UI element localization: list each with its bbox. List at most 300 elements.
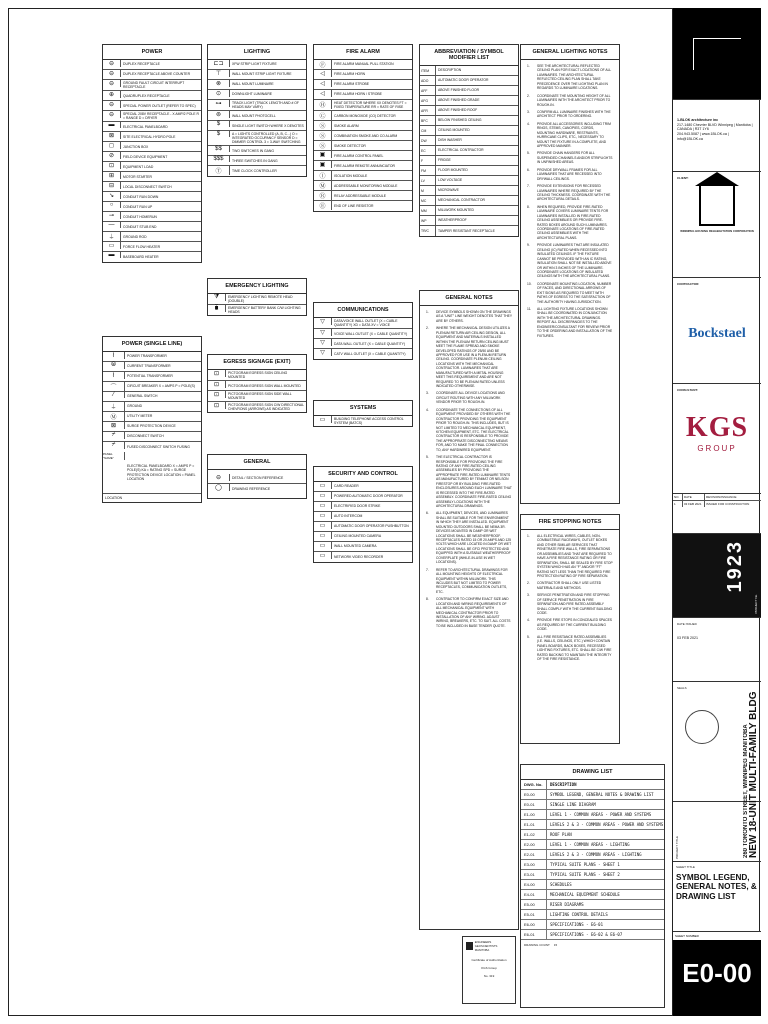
tb-sheet-title	[673, 862, 761, 932]
drawing-title: LEVEL 1 - COMMON AREAS - POWER AND SYSTEMS	[550, 812, 652, 817]
legend-row	[208, 391, 306, 402]
legend-symbol-icon: Ⓢ	[314, 141, 332, 150]
legend-symbol-icon: ◻	[103, 142, 121, 149]
legend-row	[103, 172, 201, 182]
systems-legend	[313, 400, 413, 427]
legend-symbol-icon: ⊕	[103, 91, 121, 98]
legend-row	[314, 191, 412, 201]
legend-description: DRAWING REFERENCE	[232, 486, 271, 491]
note-item	[426, 568, 512, 595]
legend-symbol-icon: ⊖	[208, 474, 230, 481]
note-item	[426, 455, 512, 508]
legend-row	[103, 372, 201, 382]
legend-row	[314, 90, 412, 100]
legend-symbol-icon: ▭	[314, 552, 332, 559]
abbreviation-row	[420, 96, 518, 106]
legend-symbol-icon: ⊖	[103, 80, 121, 87]
rev-row	[673, 501, 761, 507]
legend-symbol-icon: ▽	[314, 318, 332, 325]
note-number: 3.	[527, 593, 530, 598]
legend-description: PICTOGRAM EGRESS SIGN SIDE WALL MOUNTED	[228, 392, 292, 401]
note-text: PROVIDE LUMINAIRES THAT ARE INSULATED CEILING (IC) RATED WHEN RECESSED INTO INSULATED CEILINGS. IF THE FIXTURE CANNOT BE PROVIDED WITH AN IC RATING, INSULATION SHALL NOT BE INSTALLED ABOVE OR WITHIN 3 INCHES OF THE LUMINAIRE. COORDINATE LOCATIONS OF INSULATED CEILINGS WITH THE ARCHITECTURAL PLANS.	[537, 243, 612, 279]
legend-row	[314, 329, 412, 339]
legend-description: DUPLEX RECEPTACLE	[123, 62, 160, 67]
note-item	[527, 581, 613, 590]
note-number: 1.	[426, 310, 429, 314]
abbreviation-code: ITEM	[420, 66, 436, 75]
general-symbols-title: GENERAL	[208, 455, 306, 470]
abbreviation-code: AFF	[420, 86, 436, 95]
drawing-title: SPECIFICATIONS - E6-01	[550, 922, 603, 927]
legend-row	[103, 70, 201, 80]
drawing-title: LEVELS 2 & 3 - COMMON AREAS - LIGHTING	[550, 852, 642, 857]
legend-description: SMOKE ALARM	[334, 123, 359, 128]
legend-symbol-icon: ▬	[103, 252, 121, 258]
legend-row	[103, 232, 201, 242]
note-number: 8.	[426, 597, 429, 602]
legend-description: JUNCTION BOX	[123, 144, 149, 149]
legend-symbol-icon: ◁	[314, 70, 332, 77]
legend-description: EQUIPMENT LOAD	[123, 164, 154, 169]
note-number: 9.	[527, 243, 530, 248]
egress-signage-legend	[207, 354, 307, 413]
tb-architect	[673, 100, 761, 172]
legend-symbol-icon: ⊠	[103, 422, 125, 429]
note-item	[527, 151, 613, 164]
legend-symbol-icon: Ⓕ	[314, 60, 332, 69]
legend-symbol-icon: ▭	[314, 502, 332, 509]
note-item	[527, 110, 613, 119]
legend-symbol-icon: ⊡	[103, 162, 121, 169]
legend-symbol-icon: Ⓔ	[314, 201, 332, 210]
drawing-list-header	[521, 780, 664, 790]
abbreviation-description: ABOVE FINISHED FLOOR	[438, 88, 480, 93]
drawing-list-col-no: DWG. No.	[521, 780, 547, 789]
legend-description: AUTO INTERCOM	[334, 514, 363, 519]
legend-symbol-icon: ⊞	[103, 172, 121, 179]
note-text: SERVICE PENETRATION AND FIRE STOPPING OF SERVICE PENETRATION IN FIRE SEPARATION AND FIRE RATED ASSEMBLY SHALL COMPLY WITH THE CURRENT BUILDING CODE.	[537, 593, 613, 615]
note-number: 1.	[527, 534, 530, 538]
contractor-name: Bockstael	[688, 326, 746, 341]
rev-header-date: DATE	[683, 494, 705, 500]
legend-description: RELAY ADDRESSABLE MODULE	[334, 193, 387, 198]
project-no: 1923	[724, 540, 746, 593]
legend-description: POTENTIAL TRANSFORMER	[127, 374, 173, 379]
legend-row	[314, 111, 412, 121]
legend-row	[103, 152, 201, 162]
abbreviation-row	[420, 126, 518, 136]
drawing-title: TYPICAL SUITE PLANS - SHEET 1	[550, 862, 620, 867]
legend-description: DISCONNECT SWITCH	[127, 434, 164, 439]
abbreviation-description: FRIDGE	[438, 158, 451, 163]
lighting-title: LIGHTING	[208, 45, 306, 60]
legend-row	[314, 532, 412, 542]
legend-row	[314, 492, 412, 502]
legend-symbol-icon: ▽	[314, 339, 332, 346]
legend-symbol-icon: ⊖	[103, 101, 121, 108]
note-text: ALL FIRE RESISTANCE RATED ASSEMBLIES (I.E. WALLS, CEILINGS, ETC.) WHICH CONTAIN PANEL BOARDS, BACK BOXES, RECESSED LIGHTING FIXTURES, ETC. SHALL BE C/W FIRE RATED BACKING TO MAINTAIN THE INTEGRITY OF THE FIRE RESISTANCE.	[537, 634, 612, 661]
legend-row	[103, 422, 201, 432]
project-title-vertical	[691, 568, 759, 858]
legend-description: DATA/VOICE WALL OUTLET (X = CABLE QUANTITY) XD = DATA XV = VOICE	[334, 319, 398, 328]
legend-symbol-icon: ⊖	[103, 70, 121, 77]
general-lighting-notes	[520, 44, 620, 504]
general-lighting-notes-title: GENERAL LIGHTING NOTES	[521, 45, 619, 60]
legend-description: FIRE ALARM MANUAL PULL STATION	[334, 62, 394, 67]
legend-symbol-icon: ⊘	[103, 152, 121, 159]
legend-row	[314, 318, 412, 329]
legend-description: DOWNLIGHT LUMINAIRE	[232, 92, 273, 97]
legend-description: FIRE ALARM CONTROL PANEL	[334, 153, 384, 158]
architect-logo-icon	[693, 38, 741, 70]
abbreviation-code: DW	[420, 136, 436, 145]
legend-symbol-icon: ▭	[314, 542, 332, 549]
architect-address: 217-1480 Chevrier BLVD Winnipeg | Manitoba | CANADA | R3T 1Y6	[677, 122, 753, 132]
lighting-legend	[207, 44, 307, 177]
legend-symbol-icon: Ⓘ	[314, 171, 332, 180]
note-text: COORDINATE MOUNTING LOCATION, NUMBER OF FACES, AND DIRECTIONAL ARROWS OF EXIT SIGNS AS REQUIRED TO MEET WITH PATHS OF EGRESS TO THE SATISFACTION OF THE AUTHORITY HAVING JURISDICTION.	[537, 281, 612, 304]
legend-description: TWO SWITCHES IN GANG	[232, 148, 275, 153]
rev-header-no: NO.	[673, 494, 683, 500]
drawing-list-row	[521, 880, 664, 890]
contractor-label: CONTRACTOR:	[677, 282, 700, 286]
abbreviation-row	[420, 106, 518, 116]
drawing-list-row	[521, 860, 664, 870]
seal-cert: Certificate of Authorization	[471, 958, 507, 962]
legend-row	[103, 202, 201, 212]
abbreviation-description: DISH WASHER	[438, 138, 462, 143]
legend-row	[208, 111, 306, 121]
legend-row	[314, 171, 412, 181]
legend-row	[103, 192, 201, 202]
legend-row	[103, 362, 201, 372]
abbreviation-description: MILLWORK MOUNTED	[438, 208, 474, 213]
drawing-number: E6-01	[521, 930, 547, 939]
legend-row	[208, 156, 306, 166]
legend-row	[103, 111, 201, 122]
legend-description: FORCE FLOW HEATER	[123, 244, 161, 249]
legend-symbol-icon: ⊡	[208, 402, 226, 409]
abbreviation-code: FM	[420, 166, 436, 175]
legend-description: END OF LINE RESISTOR	[334, 204, 374, 209]
legend-symbol-icon: ⁄	[103, 392, 125, 398]
power-single-line-title: POWER (SINGLE LINE)	[103, 337, 201, 352]
abbreviation-description: MICROWAVE	[438, 188, 459, 193]
drawing-title: SINGLE LINE DIAGRAM	[550, 802, 596, 807]
legend-description: AUTOMATIC DOOR OPERATOR PUSHBUTTON	[334, 524, 409, 529]
legend-symbol-icon: ▭	[314, 492, 332, 499]
seal-company: ENGINEERS GEOSCIENTISTS MANITOBA	[474, 940, 498, 952]
legend-row	[103, 142, 201, 152]
note-number: 7.	[527, 184, 530, 189]
legend-symbol-icon: ⦾	[103, 362, 125, 369]
legend-row	[314, 100, 412, 111]
legend-symbol-icon: Ⓜ	[314, 181, 332, 190]
note-item	[527, 168, 613, 181]
drawing-number: E3-00	[521, 860, 547, 869]
abbreviation-row	[420, 176, 518, 186]
drawing-list-row	[521, 910, 664, 920]
drawing-list-row	[521, 870, 664, 880]
legend-row	[314, 339, 412, 349]
tb-contractor	[673, 278, 761, 384]
drawing-list-row	[521, 900, 664, 910]
legend-symbol-icon: ▭	[314, 532, 332, 539]
legend-description: CEILING MOUNTED CAMERA	[334, 534, 382, 539]
legend-description: PICTOGRAM EGRESS SIGN C/W DIRECTIONAL CHEVRONS (ARROWS) AS INDICATED	[228, 403, 304, 412]
tb-sheet-number	[673, 932, 761, 1016]
legend-description: GENERAL SWITCH	[127, 394, 158, 399]
note-text: CONFIRM ALL LUMINAIRE FINISHES WITH THE ARCHITECT PRIOR TO ORDERING.	[537, 109, 611, 119]
note-number: 6.	[426, 511, 429, 516]
security-title: SECURITY AND CONTROL	[314, 467, 412, 482]
systems-title: SYSTEMS	[314, 401, 412, 416]
note-text: PROVIDE CHAIN HANGERS FOR ALL SUSPENDED CHANNELS AND/OR STRIPLIGHTS IN UNFINISHED AREAS.	[537, 151, 613, 165]
note-number: 3.	[426, 391, 429, 396]
abbreviation-code: LV	[420, 176, 436, 185]
drawing-title: SPECIFICATIONS - E6-02 & E6-07	[550, 932, 623, 937]
legend-description: ELECTRIFIED DOOR STRIKE	[334, 504, 381, 509]
legend-description: FIRE ALARM HORN / STROBE	[334, 92, 382, 97]
legend-symbol-icon: ⌇	[103, 372, 125, 379]
note-item	[527, 94, 613, 107]
legend-description: SITE ELECTRICAL HYDRO POLE	[123, 134, 176, 139]
abbreviation-row	[420, 166, 518, 176]
abbreviation-code: EC	[420, 146, 436, 155]
legend-description: EMERGENCY LIGHTING REMOTE HEAD (DOUBLE)	[228, 295, 293, 304]
note-item	[527, 635, 613, 662]
legend-row	[314, 542, 412, 552]
legend-description: PICTOGRAM EGRESS SIGN WALL MOUNTED	[228, 383, 301, 388]
legend-symbol-icon: ▭	[103, 242, 121, 249]
project-title-label: PROJECT TITLE	[675, 836, 679, 859]
communications-legend	[313, 302, 413, 360]
legend-description: COMBINATION SMOKE AND CO ALARM	[334, 133, 398, 138]
seals-label: SEALS	[677, 686, 687, 690]
legend-symbol-icon: ⌇	[103, 352, 125, 359]
drawing-count-value: 15	[553, 943, 558, 947]
legend-row	[208, 294, 306, 305]
legend-description: GROUND	[127, 404, 143, 409]
abbreviation-code: ADO	[420, 76, 436, 85]
legend-description: XFW STRIP LIGHT FIXTURE	[232, 62, 277, 67]
emergency-lighting-legend	[207, 278, 307, 316]
sheet-number-label: SHEET NUMBER	[673, 932, 761, 940]
legend-row	[208, 60, 306, 70]
abbreviation-description: TAMPER RESISTANT RECEPTACLE	[438, 228, 495, 233]
legend-description: VOICE WALL OUTLET (X = CABLE QUANTITY)	[334, 331, 408, 336]
abbreviation-code: AFR	[420, 106, 436, 115]
legend-row	[208, 70, 306, 80]
power-legend	[102, 44, 202, 263]
legend-description: CATV WALL OUTLET (X = CABLE QUANTITY)	[334, 352, 406, 357]
note-number: 4.	[527, 121, 530, 126]
note-number: 2.	[527, 581, 530, 586]
abbreviation-description: ABOVE FINISHED ROOF	[438, 108, 478, 113]
legend-description: FIRE ALARM REMOTE ANNUNCIATOR	[334, 163, 395, 168]
legend-symbol-icon: ⧯	[208, 305, 226, 312]
drawing-title: LEVEL 1 - COMMON AREAS - LIGHTING	[550, 842, 630, 847]
legend-row	[314, 522, 412, 532]
abbreviation-row	[420, 196, 518, 206]
general-symbols-legend	[207, 454, 307, 499]
legend-symbol-icon: —	[103, 222, 121, 228]
note-item	[426, 597, 512, 628]
abbreviation-row	[420, 66, 518, 76]
emergency-lighting-title: EMERGENCY LIGHTING	[208, 279, 306, 294]
legend-description: NETWORK VIDEO RECORDER	[334, 554, 384, 559]
drawing-title: ROOF PLAN	[550, 832, 572, 837]
drawing-number: E1-00	[521, 810, 547, 819]
abbreviation-row	[420, 186, 518, 196]
legend-row	[208, 381, 306, 391]
abbreviation-description: LOW VOLTAGE	[438, 178, 463, 183]
power-title: POWER	[103, 45, 201, 60]
legend-symbol-icon: ⌒	[103, 382, 125, 391]
tb-consultant	[673, 384, 761, 494]
panel-label: PANEL "NAME"	[103, 452, 114, 460]
legend-symbol-icon: ⊗	[208, 80, 230, 87]
legend-description: DUPLEX RECEPTACLE ABOVE COUNTER	[123, 72, 191, 77]
panel-symbol	[103, 452, 125, 460]
seal-firm: KGS Group	[481, 966, 497, 970]
tb-revisions	[673, 494, 761, 534]
legend-row	[103, 402, 201, 412]
note-number: 8.	[527, 204, 530, 209]
legend-row	[208, 80, 306, 90]
note-number: 2.	[426, 326, 429, 331]
legend-symbol-icon: $$$	[208, 156, 230, 162]
legend-row	[314, 201, 412, 211]
legend-symbol-icon: ⊖	[103, 60, 121, 67]
note-text: ALL ELECTRICAL WIRES, CABLES, NON-COMBUSTIBLE RACEWAYS, OUTLET BOXES AND OTHER SIMILAR SERVICES THAT PENETRATE FIRE WALLS, FIRE SEPARATIONS OR ASSEMBLIES AND THAT ARE REQUIRED TO HAVE A FIRE RESISTANCE RATING OR FIRE SEPARATION, SHALL BE SEALED BY FIRE STOP SYSTEM WHICH HAS AN "F" AND/OR "FT" RATING NOT LESS THAN THE REQUIRED FIRE PROTECTION RATING OF FIRE SEPARATION.	[537, 534, 613, 578]
legend-description: BASEBOARD HEATER	[123, 255, 159, 260]
legend-description: POWER TRANSFORMER	[127, 354, 167, 359]
architect-name: 1-BLOK architecture inc	[677, 118, 719, 122]
note-text: THE ELECTRICAL CONTRACTOR IS RESPONSIBLE FOR PROVIDING THE FIRE RATING OF ANY FIRE-RATED CEILING ASSEMBLIES BY PROVIDING THE APPROPRIATE FIRE-RATED LUMINAIRE TENTS AS MANUFACTURED BY TENMAT OR NELSON FIRESTOP OR BY BUILDING FIRE-RATED ENCLOSURES AROUND EACH LUMINAIRE THAT IS RECESSED INTO THE FIRE-RATED ASSEMBLY. COORDINATE FIRE-RATED CEILING ASSEMBLY LOCATIONS WITH THE ARCHITECTURAL DRAWINGS.	[436, 455, 512, 508]
note-item	[527, 64, 613, 91]
legend-description: WALL MOUNT STRIP LIGHT FIXTURE	[232, 72, 292, 77]
note-item	[426, 391, 512, 404]
legend-description: ADDRESSABLE MONITORING MODULE	[334, 183, 398, 188]
note-number: 1.	[527, 64, 530, 68]
legend-symbol-icon: ⏚	[103, 232, 121, 241]
legend-description: DATA WALL OUTLET (X = CABLE QUANTITY)	[334, 341, 406, 346]
note-number: 3.	[527, 109, 530, 114]
legend-row	[103, 222, 201, 232]
abbreviation-code: MM	[420, 206, 436, 215]
legend-symbol-icon: ▣	[314, 151, 332, 158]
legend-symbol-icon: ▭	[314, 416, 332, 423]
legend-description: ELECTRICAL PANELBOARD	[123, 124, 168, 129]
drawing-list-row	[521, 790, 664, 800]
legend-description: QUADRUPLEX RECEPTACLE	[123, 93, 170, 98]
legend-row	[314, 131, 412, 141]
note-text: WHEN REQUIRED, PROVIDE FIRE-RATED LUMINAIRE COVERS LUMINAIRE TENTS FOR LUMINAIRES INSTALLED IN FIRE-RATED CEILING ASSEMBLIES OR PROVIDE FIRE-RATED BOXES AROUND SUCH LUMINAIRES. COORDINATE LOCATIONS OF FIRE-RATED CEILING ASSEMBLIES WITH THE ARCHITECTURAL PLANS.	[537, 204, 609, 240]
legend-row	[314, 349, 412, 359]
legend-description: A = LIGHTS CONTROLLED (A, B, C...) O = INTEGRATED OCCUPANCY SENSOR D = DIMMER CONTROL 3 = 3-WAY SWITCHING	[232, 132, 301, 145]
tb-logo	[673, 8, 761, 100]
abbreviation-row	[420, 146, 518, 156]
legend-row	[208, 166, 306, 176]
legend-symbol-icon: $$	[208, 146, 230, 152]
legend-description: FIELD DEVICE EQUIPMENT	[123, 154, 168, 159]
legend-row	[103, 442, 201, 452]
general-notes-title: GENERAL NOTES	[420, 291, 518, 306]
legend-symbol-icon: Ⓢ	[314, 131, 332, 140]
note-item	[527, 534, 613, 578]
legend-description: PICTOGRAM EGRESS SIGN CEILING MOUNTED	[228, 371, 288, 380]
drawing-title: TYPICAL SUITE PLANS - SHEET 2	[550, 872, 620, 877]
drawing-list-row	[521, 920, 664, 930]
legend-description: MOTOR STARTER	[123, 174, 153, 179]
note-text: SEE THE ARCHITECTURAL REFLECTED CEILING PLAN FOR EXACT LOCATIONS OF ALL LUMINAIRES. THE ARCHITECTURAL REFLECTED CEILING PLAN SHALL TAKE PRECEDENCE OVER THE LIGHTING PLAN IN REGARDS TO LUMINAIRE LOCATIONS.	[537, 64, 612, 91]
abbreviation-code: MC	[420, 196, 436, 205]
legend-symbol-icon: $	[208, 131, 230, 137]
project-address: 260 TORONTO STREET, WINNIPEG MANITOBA	[743, 724, 749, 858]
legend-symbol-icon: ⊖	[103, 111, 121, 118]
note-number: 11.	[527, 307, 532, 311]
legend-description: CONDUIT STUB END	[123, 224, 157, 229]
legend-row	[208, 402, 306, 412]
legend-symbol-icon: ⊚	[208, 111, 230, 118]
legend-row	[314, 121, 412, 131]
legend-row	[208, 121, 306, 131]
abbreviation-row	[420, 206, 518, 216]
abbreviation-row	[420, 156, 518, 166]
legend-symbol-icon: Ⓜ	[103, 412, 125, 421]
general-notes	[419, 290, 519, 930]
legend-row	[103, 162, 201, 172]
legend-description: CONDUIT HOMERUN	[123, 214, 157, 219]
abbreviation-code: F	[420, 156, 436, 165]
legend-symbol-icon: ○	[103, 202, 121, 208]
legend-row	[208, 474, 306, 484]
note-item	[527, 184, 613, 202]
legend-symbol-icon: Ⓗ	[314, 100, 332, 109]
panel-desc: ELECTRICAL PANELBOARD X = AMPS P = POLE(S) KA = RATING SPD = SURGE PROTECTION DEVICE LOCATION = PANEL LOCATION	[127, 464, 196, 481]
legend-description: FIRE ALARM STROBE	[334, 82, 370, 87]
legend-description: BUILDING TELEPHONE ACCESS CONTROL SYSTEM (BATCS)	[334, 417, 404, 426]
legend-row	[314, 141, 412, 151]
power-single-line-legend	[102, 336, 202, 503]
legend-symbol-icon: ▬	[103, 122, 121, 128]
legend-symbol-icon: ▽	[314, 349, 332, 356]
abbreviation-code: WP	[420, 216, 436, 225]
abbreviation-code: TR/C	[420, 226, 436, 236]
drawing-list	[520, 764, 665, 1008]
note-number: 7.	[426, 567, 429, 572]
abbreviation-row	[420, 216, 518, 226]
legend-description: CONDUIT RUN DOWN	[123, 194, 159, 199]
title-block	[672, 8, 760, 1016]
fire-alarm-title: FIRE ALARM	[314, 45, 412, 60]
note-item	[426, 408, 512, 452]
note-text: CONTRACTOR SHALL ONLY USE LISTED MATERIALS AND METHODS.	[537, 581, 602, 590]
legend-description: HEAT DETECTOR WHERE XX DENOTES FT = FIXED TEMPERATURE RR = RATE OF RISE	[334, 101, 407, 110]
abbreviation-code: AFG	[420, 96, 436, 105]
legend-symbol-icon: ⊡	[208, 391, 226, 398]
note-text: PROVIDE DRYWALL FRAMES FOR ALL LUMINAIRES THAT ARE RECESSED INTO DRYWALL CEILINGS.	[537, 167, 602, 181]
legend-description: TIME CLOCK CONTROLLER	[232, 169, 277, 174]
legend-description: SPECIAL POWER OUTLET (REFER TO SPEC)	[123, 103, 196, 108]
legend-description: FUSED DISCONNECT SWITCH FUSING	[127, 444, 190, 449]
legend-description: SPECIAL 208V RECEPTACLE - X AMP/2 POLE R = RANGE D = DRYER	[123, 112, 199, 121]
legend-symbol-icon: $	[208, 121, 230, 127]
drawing-title: RISER DIAGRAMS	[550, 902, 584, 907]
drawing-list-title: DRAWING LIST	[521, 765, 664, 780]
egress-signage-title: EGRESS SIGNAGE (EXIT)	[208, 355, 306, 370]
